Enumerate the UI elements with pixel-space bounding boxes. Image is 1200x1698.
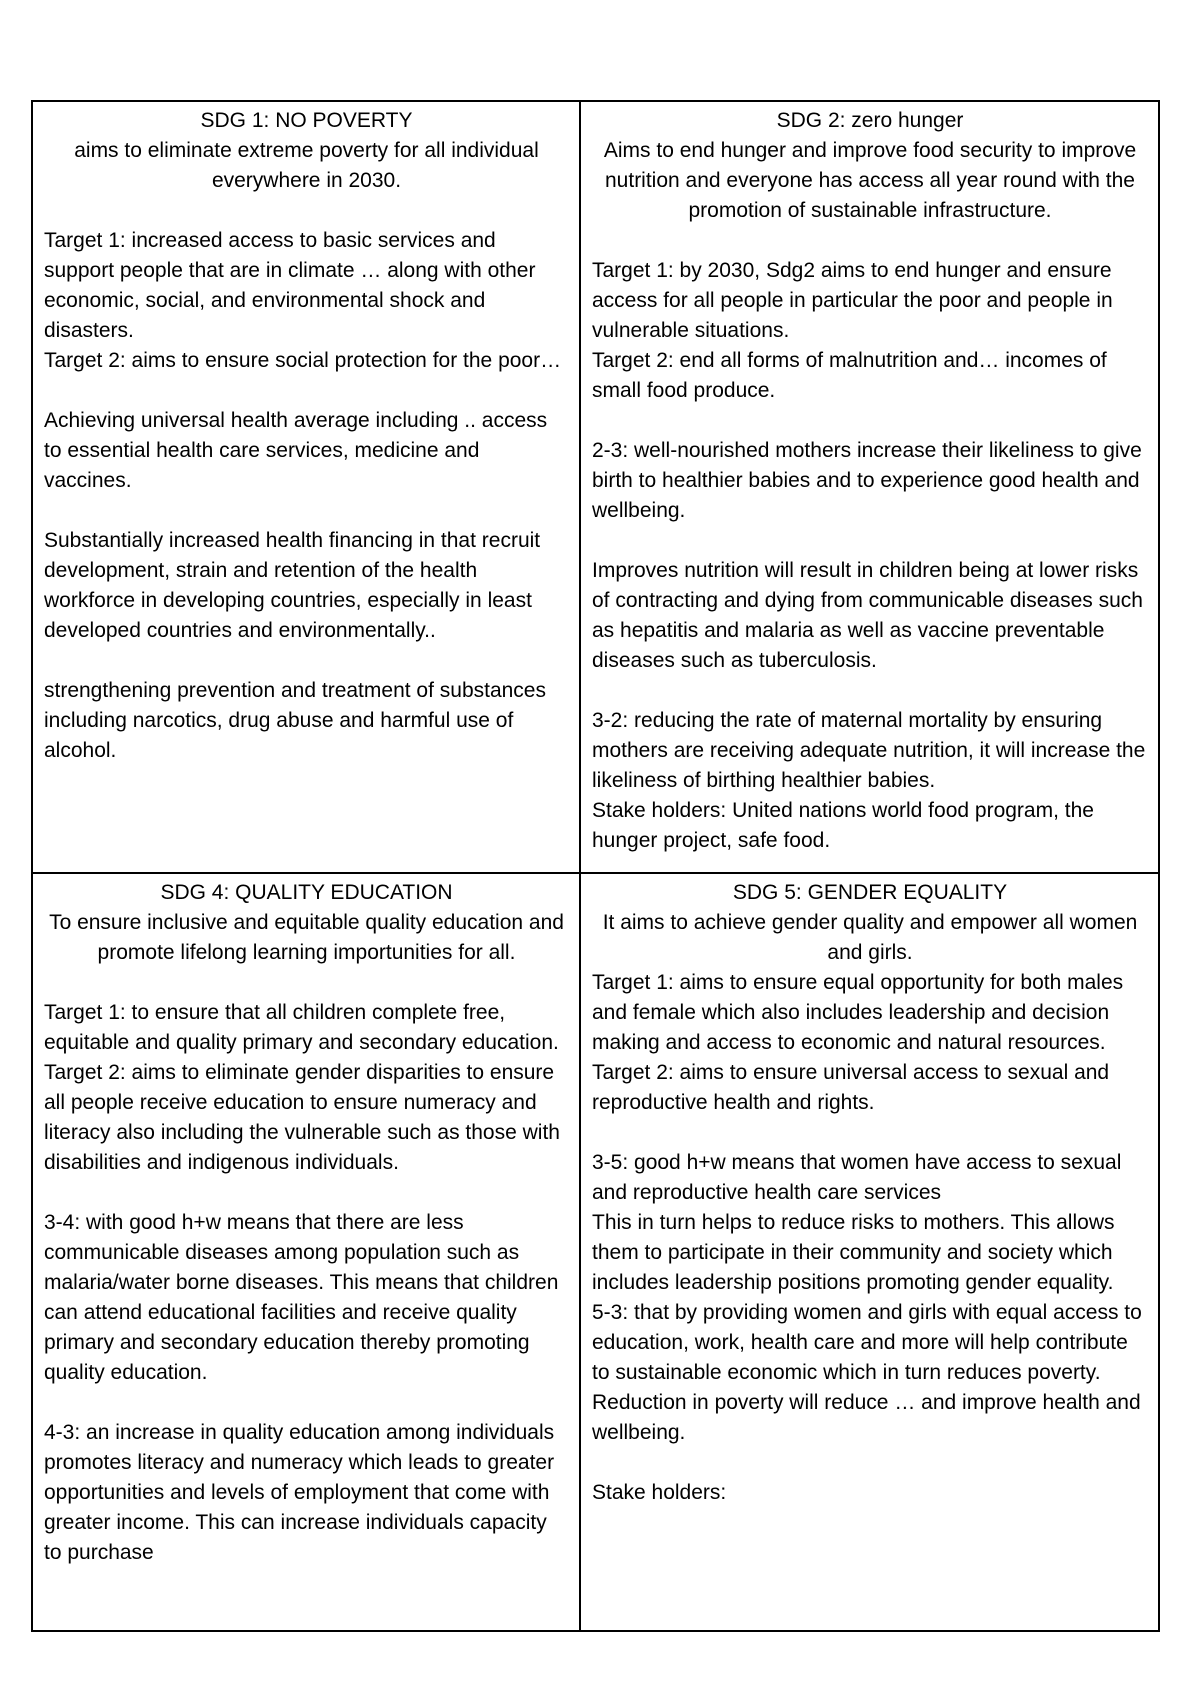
sdg1-paragraph-2: Substantially increased health financing in that recruit development, strain and retention of the health workforce in developing countries, especially in least developed countries and environmentally.. <box>44 529 541 642</box>
sdg4-summary: To ensure inclusive and equitable quality education and promote lifelong learning importunities for all. <box>49 911 564 964</box>
sdg4-paragraph-2: 4-3: an increase in quality education among individuals promotes literacy and numeracy which leads to greater opportunities and levels of employment that come with greater income. This can increase individuals capacity to purchase <box>44 1421 555 1564</box>
sdg2-summary: Aims to end hunger and improve food security to improve nutrition and everyone has access all year round with the promotion of sustainable infrastructure. <box>603 139 1137 222</box>
sdg5-stakeholders: Stake holders: <box>592 1481 727 1504</box>
sdg2-paragraph-2: Improves nutrition will result in children being at lower risks of contracting and dying from communicable diseases such as hepatitis and malaria as well as vaccine preventable diseases such as tuberculosis. <box>592 559 1143 672</box>
sdg5-summary: It aims to achieve gender quality and empower all women and girls. <box>602 911 1138 964</box>
sdg1-summary: aims to eliminate extreme poverty for all individual everywhere in 2030. <box>74 139 539 192</box>
sdg2-paragraph-3: 3-2: reducing the rate of maternal mortality by ensuring mothers are receiving adequate nutrition, it will increase the likeliness of birthing healthier babies. <box>592 709 1146 792</box>
sdg2-heading: SDG 2: zero hunger <box>776 109 964 132</box>
sdg4-paragraph-1: 3-4: with good h+w means that there are less communicable diseases among population such as malaria/water borne diseases. This means that children can attend educational facilities and receive quality primary and secondary education thereby promoting quality education. <box>44 1211 559 1384</box>
sdg5-paragraph-1: 3-5: good h+w means that women have access to sexual and reproductive health care services <box>592 1151 1122 1204</box>
sdg4-target1: Target 1: to ensure that all children complete free, equitable and quality primary and secondary education. <box>44 1001 559 1054</box>
sdg1-target1: Target 1: increased access to basic services and support people that are in climate … along with other economic, social, and environmental shock and disasters. <box>44 229 536 342</box>
sdg4-cell <box>32 873 580 1631</box>
sdg5-paragraph-3: 5-3: that by providing women and girls with equal access to education, work, health care and more will help contribute to sustainable economic which in turn reduces poverty. Reduction in poverty will reduce … and improve health and wellbeing. <box>592 1301 1142 1444</box>
sdg4-heading: SDG 4: QUALITY EDUCATION <box>160 881 453 904</box>
sdg2-target2: Target 2: end all forms of malnutrition and… incomes of small food produce. <box>592 349 1107 402</box>
sdg5-heading: SDG 5: GENDER EQUALITY <box>732 881 1008 904</box>
sdg2-paragraph-1: 2-3: well-nourished mothers increase their likeliness to give birth to healthier babies and to experience good health and wellbeing. <box>592 439 1142 522</box>
sdg2-target1: Target 1: by 2030, Sdg2 aims to end hunger and ensure access for all people in particular the poor and people in vulnerable situations. <box>592 259 1113 342</box>
sdg1-cell <box>32 101 580 873</box>
sdg1-paragraph-3: strengthening prevention and treatment of substances including narcotics, drug abuse and harmful use of alcohol. <box>44 679 546 762</box>
sdg1-target2: Target 2: aims to ensure social protection for the poor… <box>44 349 562 372</box>
sdg5-paragraph-2: This in turn helps to reduce risks to mothers. This allows them to participate in their community and society which includes leadership positions promoting gender equality. <box>592 1211 1115 1294</box>
sdg2-cell <box>580 101 1159 873</box>
sdg5-target1: Target 1: aims to ensure equal opportunity for both males and female which also includes leadership and decision making and access to economic and natural resources. <box>592 971 1124 1054</box>
sdg5-target2: Target 2: aims to ensure universal access to sexual and reproductive health and rights. <box>592 1061 1110 1114</box>
sdg5-cell <box>580 873 1159 1631</box>
sdg-table <box>31 100 1160 1632</box>
sdg1-paragraph-1: Achieving universal health average including .. access to essential health care services, medicine and vaccines. <box>44 409 548 492</box>
sdg4-target2: Target 2: aims to eliminate gender disparities to ensure all people receive education to ensure numeracy and literacy also including the vulnerable such as those with disabilities and indigenous individuals. <box>44 1061 560 1174</box>
sdg1-heading: SDG 1: NO POVERTY <box>200 109 413 132</box>
sdg2-stakeholders: Stake holders: United nations world food program, the hunger project, safe food. <box>592 799 1094 852</box>
